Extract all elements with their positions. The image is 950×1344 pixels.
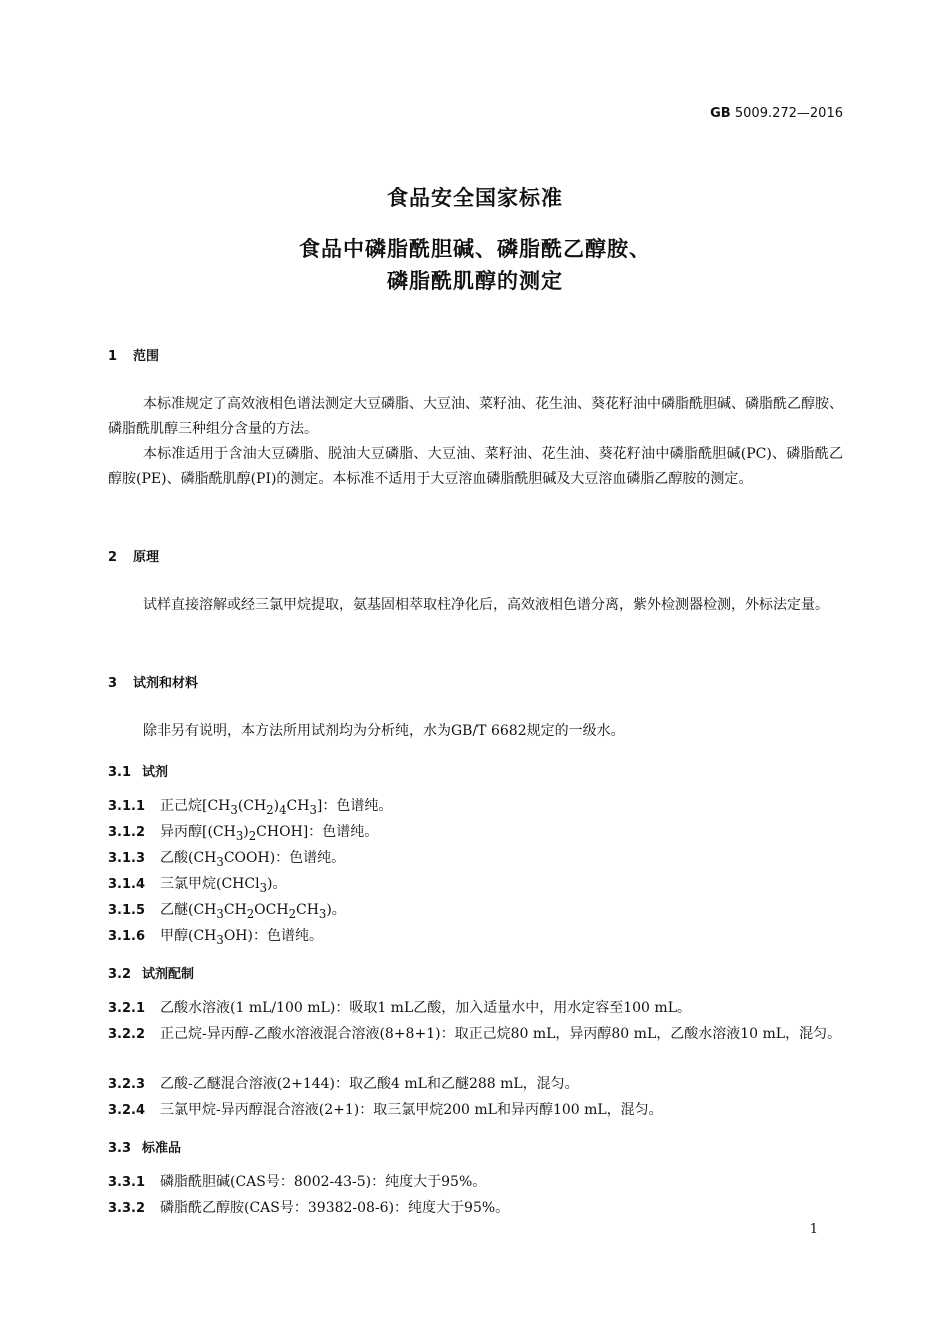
subscript: 3 [216,932,224,947]
item-text: 正己烷-异丙醇-乙酸水溶液混合溶液(8+8+1)：取正己烷80 mL，异丙醇80 mL，乙酸水溶液10 mL，混匀。 [160,1026,842,1042]
text-part: ]：色谱纯。 [316,798,393,814]
section-title: 范围 [133,349,160,364]
item-text: 三氯甲烷-异丙醇混合溶液(2+1)：取三氯甲烷200 mL和异丙醇100 mL，混匀。 [160,1102,663,1118]
page-number: 1 [809,1222,818,1237]
subscript: 3 [259,880,267,895]
section-2-paragraph-1: 试样直接溶解或经三氯甲烷提取，氨基固相萃取柱净化后，高效液相色谱分离，紫外检测器检测，外标法定量。 [143,597,829,613]
text-part: CH [286,798,310,814]
section-1-paragraph-1: 本标准规定了高效液相色谱法测定大豆磷脂、大豆油、菜籽油、花生油、葵花籽油中磷脂酰胆碱、磷脂酰乙醇胺、磷脂酰肌醇三种组分含量的方法。 [108,396,843,437]
standard-prefix: GB [710,106,731,121]
item-number: 3.2.1 [108,1001,146,1016]
text-part: CH [223,902,247,918]
subsection-number: 3.2 [108,967,132,982]
standard-number [710,106,843,121]
subsection-3-1-heading [108,761,168,780]
text-part: 三氯甲烷(CHCl [160,876,260,892]
item-text: 乙酸-乙醚混合溶液(2+144)：取乙酸4 mL和乙醚288 mL，混匀。 [160,1076,579,1092]
preparation-item [108,1097,843,1124]
item-number: 3.1.4 [108,877,146,892]
text-part: 乙醚(CH [160,902,217,918]
subscript: 4 [279,802,287,817]
section-number: 3 [108,676,118,691]
subscript: 3 [216,906,224,921]
subscript: 3 [318,906,327,921]
text-part: )。 [267,876,287,892]
text-part: ) [273,798,280,814]
text-part: )。 [326,902,346,918]
subtitle-line-2: 磷脂酰肌醇的测定 [387,269,563,293]
text-part: 乙酸(CH [160,850,217,866]
subscript: 2 [266,802,274,817]
subscript: 3 [230,802,238,817]
item-number: 3.1.1 [108,799,146,814]
section-title: 试剂和材料 [133,676,199,691]
subscript: 2 [288,906,296,921]
standard-item [108,1169,843,1196]
section-1-heading [108,345,159,364]
item-number: 3.1.2 [108,825,146,840]
subscript: 2 [248,828,257,843]
preparation-item [108,1021,843,1048]
text-part: OCH [254,902,289,918]
item-number: 3.1.3 [108,851,146,866]
subsection-number: 3.3 [108,1141,132,1156]
item-number: 3.2.3 [108,1077,146,1092]
subtitle-line-1: 食品中磷脂酰胆碱、磷脂酰乙醇胺、 [299,237,651,261]
item-number: 3.2.2 [108,1027,146,1042]
item-number: 3.3.2 [108,1201,146,1216]
text-part: COOH)：色谱纯。 [223,850,346,866]
subsection-title: 试剂 [142,765,169,780]
section-1-paragraph-2: 本标准适用于含油大豆磷脂、脱油大豆磷脂、大豆油、菜籽油、花生油、葵花籽油中磷脂酰胆碱(PC)、磷脂酰乙醇胺(PE)、磷脂酰肌醇(PI)的测定。本标准不适用于大豆溶血磷脂酰胆碱及大豆溶血磷脂乙醇胺的测定。 [108,446,843,487]
section-2-heading [108,546,159,565]
preparation-item [108,995,843,1022]
text-part: 正己烷[CH [160,798,231,814]
subsection-number: 3.1 [108,765,132,780]
item-text: 磷脂酰乙醇胺(CAS号：39382-08-6)：纯度大于95%。 [160,1200,510,1216]
section-number: 1 [108,349,118,364]
section-title: 原理 [133,550,160,565]
subscript: 2 [246,906,255,921]
subscript: 3 [216,854,224,869]
text-part: (CH [237,798,267,814]
subsection-title: 试剂配制 [142,967,195,982]
item-number: 3.1.5 [108,903,146,918]
subsection-title: 标准品 [142,1141,182,1156]
subscript: 3 [235,828,244,843]
standard-code: 5009.272—2016 [734,106,843,121]
text-part: CH [295,902,319,918]
section-3-paragraph-1: 除非另有说明，本方法所用试剂均为分析纯，水为GB/T 6682规定的一级水。 [143,723,625,739]
section-3-heading [108,672,198,691]
subsection-3-3-heading [108,1137,181,1156]
subscript: 3 [309,802,317,817]
text-part: ) [243,824,249,840]
item-text: 乙酸水溶液(1 mL/100 mL)：吸取1 mL乙酸，加入适量水中，用水定容至100 mL。 [160,1000,691,1016]
reagent-item [108,923,843,953]
item-number: 3.1.6 [108,929,146,944]
text-part: 甲醇(CH [160,928,217,944]
text-part: OH)：色谱纯。 [223,928,323,944]
item-number: 3.3.1 [108,1175,146,1190]
item-number: 3.2.4 [108,1103,146,1118]
text-part: 异丙醇[(CH [160,824,236,840]
text-part: CHOH]：色谱纯。 [256,824,379,840]
subsection-3-2-heading [108,963,194,982]
preparation-item [108,1071,843,1098]
section-number: 2 [108,550,118,565]
main-title: 食品安全国家标准 [387,186,563,210]
item-text: 磷脂酰胆碱(CAS号：8002-43-5)：纯度大于95%。 [160,1174,487,1190]
standard-item [108,1195,843,1222]
